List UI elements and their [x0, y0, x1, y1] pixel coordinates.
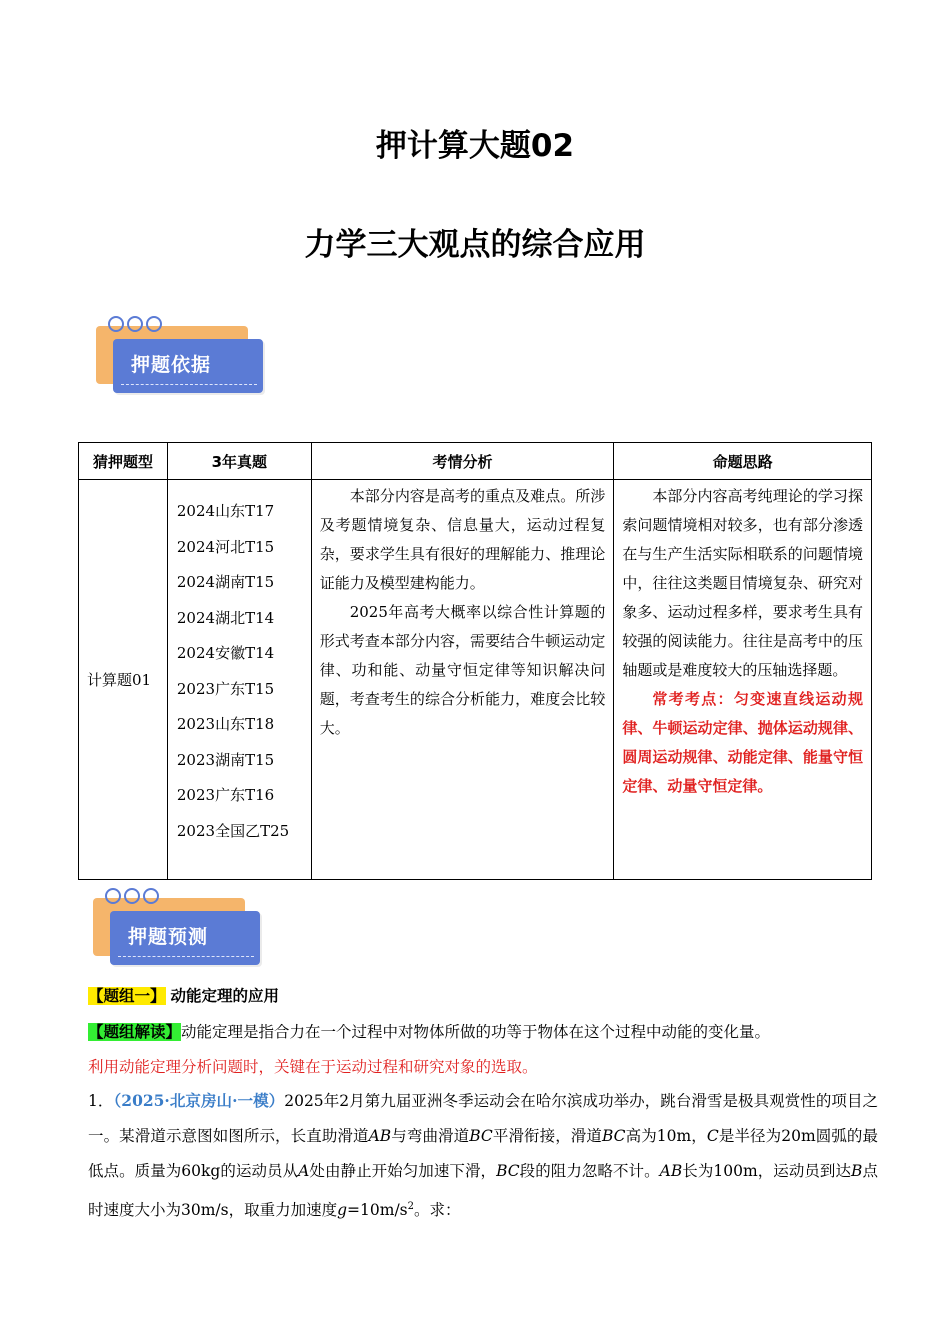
- question-type: 计算题01: [79, 480, 168, 880]
- var-C: C: [706, 1127, 719, 1145]
- year-item: 2024安徽T14: [176, 644, 275, 662]
- analysis-cell: [311, 480, 614, 880]
- question-text: 段的阻力忽略不计。: [519, 1162, 660, 1180]
- banner-prediction-label: 押题预测: [127, 926, 208, 948]
- year-item: 2023广东T16: [176, 786, 275, 804]
- reading-tag: 【题组解读】: [88, 1023, 182, 1041]
- var-g: g: [337, 1201, 348, 1220]
- question-text: 是半径为20m圆弧的最低点。质量为60kg的运动员从: [88, 1127, 878, 1180]
- year-item: 2024山东T17: [176, 502, 275, 520]
- year-item: 2024河北T15: [176, 537, 275, 556]
- banner-prediction: [93, 890, 268, 972]
- superscript: 2: [407, 1201, 415, 1212]
- header-analysis: 考情分析: [311, 443, 614, 480]
- banner-basis: [96, 318, 271, 400]
- var-BC: BC: [469, 1127, 493, 1145]
- group-tag: 【题组一】: [88, 987, 166, 1005]
- banner-basis-label: 押题依据: [130, 354, 211, 376]
- year-item: 2023湖南T15: [176, 750, 275, 769]
- year-item: 2023全国乙T25: [176, 821, 290, 840]
- question-text: 处由静止开始匀加速下滑，: [309, 1162, 497, 1180]
- year-list: [167, 480, 311, 880]
- table-header-row: [79, 443, 872, 480]
- idea-cell: [614, 480, 872, 880]
- question-text: 2025年2月第九届亚洲冬季运动会在哈尔滨成功举办，跳台滑雪是极具观赏性的项目之一。某滑道示意图如图所示，长直助滑道: [88, 1092, 878, 1145]
- group-title: 动能定理的应用: [170, 987, 279, 1005]
- idea-paragraph: 本部分内容高考纯理论的学习探索问题情境相对较多，也有部分渗透在与生产生活实际相联系的问题情境中，往往这类题目情境复杂、研究对象多、运动过程多样，要求考生具有较强的阅读能力。往往是高考中的压轴题或是难度较大的压轴选择题。: [622, 487, 863, 679]
- question-source: （2025·北京房山·一模）: [113, 1091, 285, 1110]
- page-subtitle: 力学三大观点的综合应用: [304, 227, 646, 263]
- header-idea: 命题思路: [614, 443, 872, 480]
- question-text: 长为100m，运动员到达: [682, 1162, 852, 1180]
- question-text: 与弯曲滑道: [391, 1127, 470, 1145]
- var-BC: BC: [601, 1127, 626, 1145]
- analysis-paragraph: 2025年高考大概率以综合性计算题的形式考查本部分内容，需要结合牛顿运动定律、功和能、动量守恒定律等知识解决问题，考查考生的综合分析能力，难度会比较大。: [319, 603, 606, 737]
- var-A: A: [298, 1162, 310, 1180]
- year-item: 2024湖北T14: [176, 608, 275, 627]
- question-text: 。求：: [414, 1201, 461, 1220]
- question-text: 平滑衔接，滑道: [492, 1127, 602, 1145]
- var-AB: AB: [368, 1127, 392, 1145]
- var-AB: AB: [659, 1162, 683, 1180]
- question-number: 1．: [88, 1092, 114, 1110]
- header-type: 猜押题型: [79, 443, 168, 480]
- group-note: 利用动能定理分析问题时，关键在于运动过程和研究对象的选取。: [88, 1058, 538, 1076]
- var-BC: BC: [496, 1162, 520, 1180]
- group-heading: [88, 984, 878, 1006]
- question-1: [88, 1083, 878, 1228]
- question-text: =10m/s: [347, 1201, 408, 1220]
- year-item: 2023山东T18: [176, 715, 275, 733]
- page-title: 押计算大题02: [375, 128, 575, 164]
- year-item: 2023广东T15: [176, 679, 275, 698]
- year-item: 2024湖南T15: [176, 573, 275, 591]
- analysis-paragraph: 本部分内容是高考的重点及难点。所涉及考题情境复杂、信息量大，运动过程复杂，要求学生具有很好的理解能力、推理论证能力及模型建构能力。: [319, 487, 606, 592]
- var-B: B: [851, 1162, 863, 1180]
- key-points: 常考考点：匀变速直线运动规律、牛顿运动定律、抛体运动规律、圆周运动规律、动能定律、能量守恒定律、动量守恒定律。: [622, 690, 863, 795]
- reading-text: 动能定理是指合力在一个过程中对物体所做的功等于物体在这个过程中动能的变化量。: [181, 1023, 771, 1041]
- table-row: [79, 480, 872, 880]
- group-reading: [88, 1020, 878, 1042]
- prediction-table: [78, 442, 872, 880]
- question-text: 高为10m，: [625, 1127, 707, 1145]
- question-text: 点时速度大小为30m/s，取重力加速度: [88, 1162, 878, 1220]
- header-years: 3年真题: [167, 443, 311, 480]
